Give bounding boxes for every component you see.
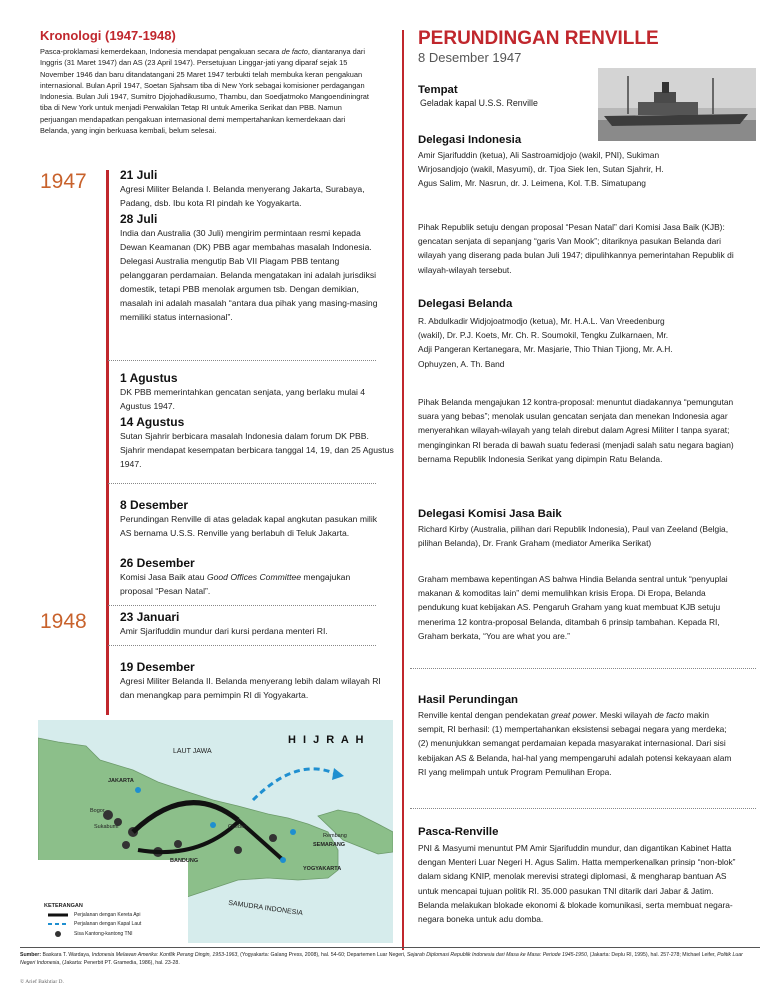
- map-title: H I J R A H: [288, 734, 366, 746]
- section-heading: Tempat: [418, 84, 458, 96]
- map-sea-label: SAMUDRA INDONESIA: [227, 899, 304, 918]
- divider: [108, 605, 376, 606]
- divider: [410, 668, 756, 669]
- event-date: 8 Desember: [120, 498, 189, 512]
- map-city: JAKARTA: [108, 778, 134, 784]
- map-city: Cirebon: [228, 824, 248, 830]
- delegasi-belanda-members: R. Abdulkadir Widjojoatmodjo (ketua), Mr. H.A.L. Van Vreedenburg (wakil), Dr. P.J. Koets, Mr. Ch. R. Soumokil, Tengku Zulkarnaen, Mr. Adji Pangeran Kertanegara, Mr. Masjarie, Thio Thian Tjiong, Mr. A.H. Ophuyzen, A. Th. Band: [418, 316, 673, 369]
- event-text: Amir Sjarifuddin mundur dari kursi perdana menteri RI.: [120, 626, 328, 636]
- map-sea-label: LAUT JAWA: [173, 748, 212, 755]
- page-date: 8 Desember 1947: [418, 50, 522, 65]
- section-heading: Delegasi Indonesia: [418, 134, 522, 146]
- divider: [410, 808, 756, 809]
- event-date: 21 Juli: [120, 168, 158, 182]
- delegasi-belanda-text: Pihak Belanda mengajukan 12 kontra-proposal: menuntut diadakannya “pemungutan suara yang bebas”; menolak usulan gencatan senjata dan menekan Indonesia agar menyerahkan wilayah-wilayah yang telah direbut dalam Agresi Militer I tanpa syarat; menginginkan RI berada di bawah suatu federasi (menjadi salah satu negara bagian) bernama Republik Indonesia Serikat yang dipimpin Ratu Belanda.: [418, 397, 734, 464]
- delegasi-kjb-members: Richard Kirby (Australia, pilihan dari Republik Indonesia), Paul van Zeeland (Belgia, pilihan Belanda), Dr. Frank Graham (mediator Amerika Serikat): [418, 524, 729, 549]
- event-text: Perundingan Renville di atas geladak kapal angkutan pasukan milik AS bernama U.S.S. Renville yang berlabuh di Teluk Jakarta.: [120, 514, 378, 538]
- legend-label: Perjalanan dengan Kereta Api: [74, 912, 141, 918]
- section-heading: Delegasi Komisi Jasa Baik: [418, 508, 562, 520]
- event-date: 19 Desember: [120, 660, 195, 674]
- map-city: YOGYAKARTA: [303, 866, 342, 872]
- legend-pocket-swatch: [55, 931, 61, 937]
- event-date: 14 Agustus: [120, 415, 185, 429]
- event-date: 1 Agustus: [120, 371, 178, 385]
- delegasi-indonesia-text: Pihak Republik setuju dengan proposal “Pesan Natal” dari Komisi Jasa Baik (KJB): gencatan senjata di sepanjang “garis Van Mook”; ditariknya pasukan Belanda dari wilayah yang diserang pada bulan Juli 1947; dipulihkannya pemerintahan Republik di wilayah-wilayah tersebut.: [418, 222, 734, 275]
- map-city: SEMARANG: [313, 842, 346, 848]
- chronology-intro: Pasca-proklamasi kemerdekaan, Indonesia mendapat pengakuan secara de facto, diantaranya dari Inggris (31 Maret 1947) dan AS (23 April 1947). Persetujuan Linggar-jati yang diparaf sejak 15 November 1946 dan baru ditandatangani 25 Maret 1947 terbukti telah membuka keran pengakuan internasional. Bulan April 1947, Soetan Sjahsam tiba di New York sebagai komisioner perdagangan Indonesia. Bulan Juli 1947, Sumitro Djojohadikusumo, Thambu, dan Soedjatmoko Mangoendiningrat tiba di New York untuk menjadi Perwakilan Tetap RI untuk Amerika Serikat dan PBB. Namun perjuangan mendapatkan pengakuan internasional demi mempertahankan kemerdekaan dari Belanda, yang ingin berkuasa kembali, belum selesai.: [40, 47, 369, 136]
- event-date: 28 Juli: [120, 212, 158, 226]
- timeline-line: [106, 170, 109, 715]
- footer-rule: [20, 947, 760, 948]
- page-title: PERUNDINGAN RENVILLE: [418, 28, 659, 49]
- year-1948: 1948: [40, 610, 87, 633]
- legend-label: Sisa Kantong-kantong TNI: [74, 931, 133, 937]
- legend-label: Perjalanan dengan Kapal Laut: [74, 921, 142, 927]
- chronology-title: Kronologi (1947-1948): [40, 28, 176, 43]
- map-city: Rembang: [323, 833, 347, 839]
- year-1947: 1947: [40, 170, 87, 193]
- ship-photo: [598, 68, 756, 141]
- event-date: 26 Desember: [120, 556, 195, 570]
- event-text: Komisi Jasa Baik atau Good Offices Committee mengajukan proposal “Pesan Natal”.: [120, 572, 351, 596]
- legend-title: KETERANGAN: [44, 903, 83, 909]
- event-text: India dan Australia (30 Juli) mengirim permintaan resmi kepada Dewan Keamanan (DK) PBB agar membahas masalah Indonesia. Delegasi Australia mengutip Bab VII Piagam PBB tentang pelanggaran perdamaian. Belanda mengatakan ini adalah jurisdiksi domestik, tetapi PBB menolak argumen tsb. Dengan demikian, masalah ini adalah masalah “antara dua pihak yang masing-masing memiliki status internasional”.: [120, 228, 378, 322]
- event-text: DK PBB memerintahkan gencatan senjata, yang berlaku mulai 4 Agustus 1947.: [120, 387, 366, 411]
- map-city: Sukabumi: [94, 824, 119, 830]
- tempat-text: Geladak kapal U.S.S. Renville: [420, 98, 538, 108]
- event-date: 23 Januari: [120, 610, 180, 624]
- hijrah-map: [38, 720, 393, 943]
- section-heading: Hasil Perundingan: [418, 694, 519, 706]
- section-heading: Pasca-Renville: [418, 826, 499, 838]
- column-divider: [402, 30, 404, 950]
- event-text: Agresi Militer Belanda II. Belanda menyerang lebih dalam wilayah RI dan menangkap para pemimpin RI di Yogyakarta.: [120, 676, 381, 700]
- divider: [108, 645, 376, 646]
- credit: © Arief Bakhtiar D.: [20, 979, 64, 985]
- map-city: BANDUNG: [170, 858, 199, 864]
- delegasi-kjb-text: Graham membawa kepentingan AS bahwa Hindia Belanda sentral untuk “penyuplai makanan & komoditas lain” demi memulihkan krisis Eropa. Di Eropa, Belanda pendukung kuat kebijakan AS. Pengaruh Graham yang kuat membuat KJB setuju menerima 12 kontra-proposal Belanda, ditambah 6 prinsip tambahan. Kepada RI, Graham berkata, “You are what you are.”: [418, 574, 728, 641]
- event-text: Sutan Sjahrir berbicara masalah Indonesia dalam forum DK PBB. Sjahrir mendapat kesempatan berbicara tanggal 14, 19, dan 25 Agustus 1947.: [120, 431, 394, 469]
- divider: [108, 360, 376, 361]
- hasil-text: Renville kental dengan pendekatan great power. Meski wilayah de facto makin sempit, RI berhasil: (1) mempertahankan eksistensi sebagai negara yang merdeka; (2) menunjukkan semangat perdamaian kepada masyarakat internasional. Dari sisi kebijakan AS & Belanda, hal-hal yang mempengaruhi adalah potensi kekayaan alam RI yang melimpah untuk Program Pemulihan Eropa.: [418, 710, 732, 777]
- event-text: Agresi Militer Belanda I. Belanda menyerang Jakarta, Surabaya, Padang, dsb. Ibu kota RI pindah ke Yogyakarta.: [120, 184, 365, 208]
- pasca-renville-text: PNI & Masyumi menuntut PM Amir Sjarifuddin mundur, dan digantikan Kabinet Hatta dengan Menteri Luar Negeri H. Agus Salim. Hatta memperkenalkan prinsip “non-blok” dalam sidang KNIP, menolak merevisi strategi diplomasi, & mengharap bantuan AS untuk mencapai tujuan politik RI. 35.000 pasukan TNI ditarik dari Jabar & Jatim. Belanda melakukan blokade ekonomi & blokade komunikasi, serta membuat negara-negara boneka untuk adu domba.: [418, 843, 736, 925]
- divider: [108, 483, 376, 484]
- source-note: Sumber: Baskara T. Wardaya, Indonesia Melawan Amerika: Konflik Perang Dingin, 1953-1963, (Yogyakarta: Galang Press, 2008), hal. 54-60; Departemen Luar Negeri, Sejarah Diplomasi Republik Indonesia dari Masa ke Masa: Periode 1945-1950, (Jakarta: Deplu RI, 1995), hal. 257-278; Michael Leifer, Politik Luar Negeri Indonesia, (Jakarta: Penerbit PT. Gramedia, 1986), hal. 23-28.: [20, 952, 743, 966]
- map-city: Bogor: [90, 808, 105, 814]
- delegasi-indonesia-members: Amir Sjarifuddin (ketua), Ali Sastroamidjojo (wakil, PNI), Sukiman Wirjosandjojo (wakil, Masyumi), dr. Tjoa Siek Ien, Sutan Sjahrir, H. Agus Salim, Mr. Nasrun, dr. J. Leimena, Kol. T.B. Simatupang: [418, 150, 664, 189]
- section-heading: Delegasi Belanda: [418, 298, 513, 310]
